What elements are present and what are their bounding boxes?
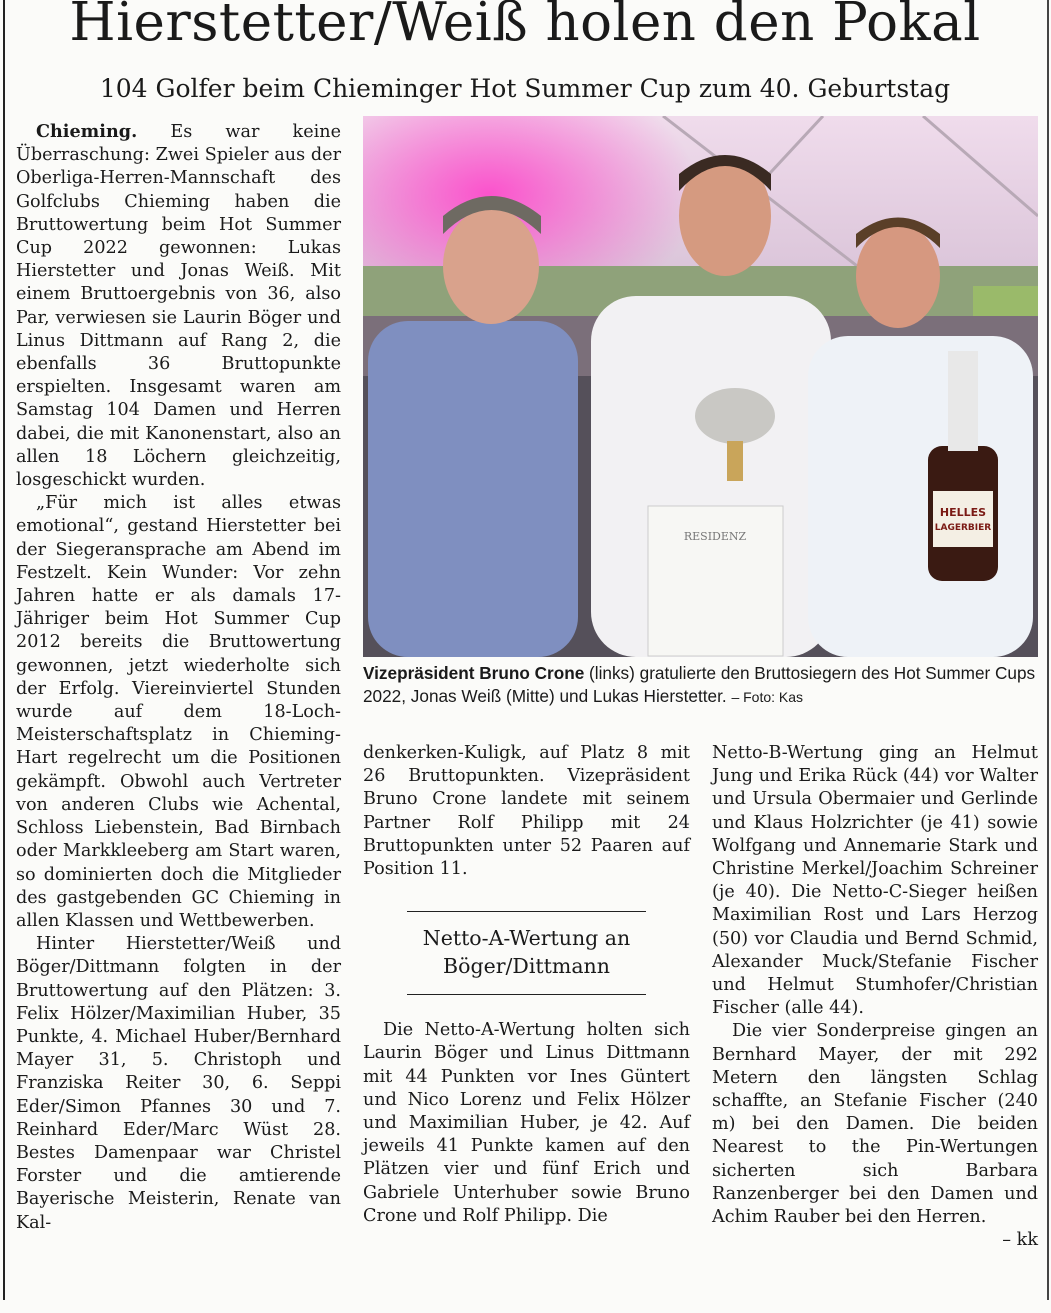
folder-text: RESIDENZ [683, 530, 747, 543]
paragraph-6: Netto-B-Wertung ging an Helmut Jung und Erika Rück (44) vor Walter und Ursula Obermaier und Gerlinde und Klaus Holzrichter (je 41) sowie Wolfgang und Annemarie Stark und Christine Merkel/Joachim Schreiner (je 40). Die Netto-C-Sieger heißen Maximilian Rost und Lars Herzog (50) vor Claudia und Bernd Schmid, Alexander Muck/Stefanie Fischer und Helmut Stumhofer/Christian Fischer (alle 44). [712, 743, 1038, 1019]
paragraph-1 [16, 120, 341, 492]
paragraph-4: denkerken-Kuligk, auf Platz 8 mit 26 Bruttopunkten. Vizepräsident Bruno Crone landete mit seinem Partner Rolf Philipp mit 24 Bruttopunkten unter 52 Paaren auf Position 11. [363, 743, 690, 880]
paragraph-3: Hinter Hierstetter/Weiß und Böger/Dittmann folgten in der Bruttowertung auf den Plätzen: 3. Felix Hölzer/Maximilian Huber, 35 Punkte, 4. Michael Huber/Bernhard Mayer 31, 5. Christoph und Franziska Reiter 30, 6. Seppi Eder/Simon Pfannes 30 und 7. Reinhard Eder/Marc Wüst 28. Bestes Damenpaar war Christel Forster und die amtierende Bayerische Meisterin, Renate van Kal- [16, 934, 341, 1233]
paragraph-2: „Für mich ist alles etwas emotional“, gestand Hierstetter bei der Siegeransprache am Abend im Festzelt. Kein Wunder: Vor zehn Jahren hatte er als damals 17-Jähriger beim Hot Summer Cup 2012 bereits die Bruttowertung gewonnen, jetzt wiederholte sich der Erfolg. Viereinviertel Stunden wurde auf dem 18-Loch-Meisterschaftsplatz in Chieming-Hart regelrecht um die Positionen gekämpft. Obwohl auch Vertreter von anderen Clubs wie Achental, Schloss Liebenstein, Bad Birnbach oder Markkleeberg am Start waren, so dominierten doch die Mitglieder des gastgebenden GC Chieming in allen Klassen und Wettbewerben. [16, 493, 341, 931]
paragraph-1-text: Es war keine Überraschung: Zwei Spieler aus der Oberliga-Herren-Mannschaft des Golfclubs Chieming haben die Bruttowertung beim Hot Summer Cup 2022 gewonnen: Lukas Hierstetter und Jonas Weiß. Mit einem Bruttoergebnis von 36, also Par, verwiesen sie Laurin Böger und Linus Dittmann auf Rang 2, die ebenfalls 36 Bruttopunkte erspielten. Insgesamt waren am Samstag 104 Damen und Herren dabei, die mit Kanonenstart, also an allen 18 Löchern gleichzeitig, losgeschickt wurden. [16, 122, 341, 491]
right-border-line [1047, 0, 1049, 1300]
subheading-block [363, 911, 690, 995]
headline: Hierstetter/Weiß holen den Pokal [69, 0, 981, 53]
column-1 [16, 120, 341, 1235]
signoff-row [712, 1229, 1038, 1252]
subheading [363, 924, 690, 980]
author-signoff: – kk [1002, 1230, 1038, 1251]
subheading-line-2: Böger/Dittmann [443, 954, 610, 979]
article-photo [363, 116, 1038, 657]
column-2 [363, 742, 690, 1228]
subheading-line-1: Netto-A-Wertung an [422, 926, 631, 951]
left-border-line [3, 0, 5, 1300]
column-3 [712, 742, 1038, 1252]
paragraph-5: Die Netto-A-Wertung holten sich Laurin Böger und Linus Dittmann mit 44 Punkten vor Ines Güntert und Nico Lorenz und Felix Hölzer und Maximilian Huber, je 42. Auf jeweils 41 Punkte kamen auf den Plätzen vier und fünf Erich und Gabriele Unterhuber sowie Bruno Crone und Rolf Philipp. Die [363, 1020, 690, 1226]
subheading-rule-top [407, 911, 646, 912]
caption-text: (links) gratulierte den Bruttosiegern des Hot Summer Cups 2022, Jonas Weiß (Mitte) und Lukas Hierstetter. [363, 663, 1036, 706]
subheadline: 104 Golfer beim Chieminger Hot Summer Cup zum 40. Geburtstag [99, 74, 951, 103]
photo-illustration [363, 116, 1038, 657]
bottle-label-line-2: LAGERBIER [934, 523, 992, 533]
paragraph-7: Die vier Sonderpreise gingen an Bernhard Mayer, der mit 292 Metern den längsten Schlag schaffte, an Stefanie Fischer (240 m) bei den Damen. Die beiden Nearest to the Pin-Wertungen sicherten sich Barbara Ranzenberger bei den Damen und Achim Rauber bei den Herren. [712, 1021, 1038, 1228]
caption-bold: Vizepräsident Bruno Crone [363, 663, 585, 683]
dateline: Chieming. [36, 121, 138, 142]
bottle-label-line-1: HELLES [939, 506, 987, 519]
photo-caption [363, 662, 1039, 709]
subheading-rule-bottom [407, 994, 646, 995]
photo-credit: – Foto: Kas [731, 689, 804, 705]
